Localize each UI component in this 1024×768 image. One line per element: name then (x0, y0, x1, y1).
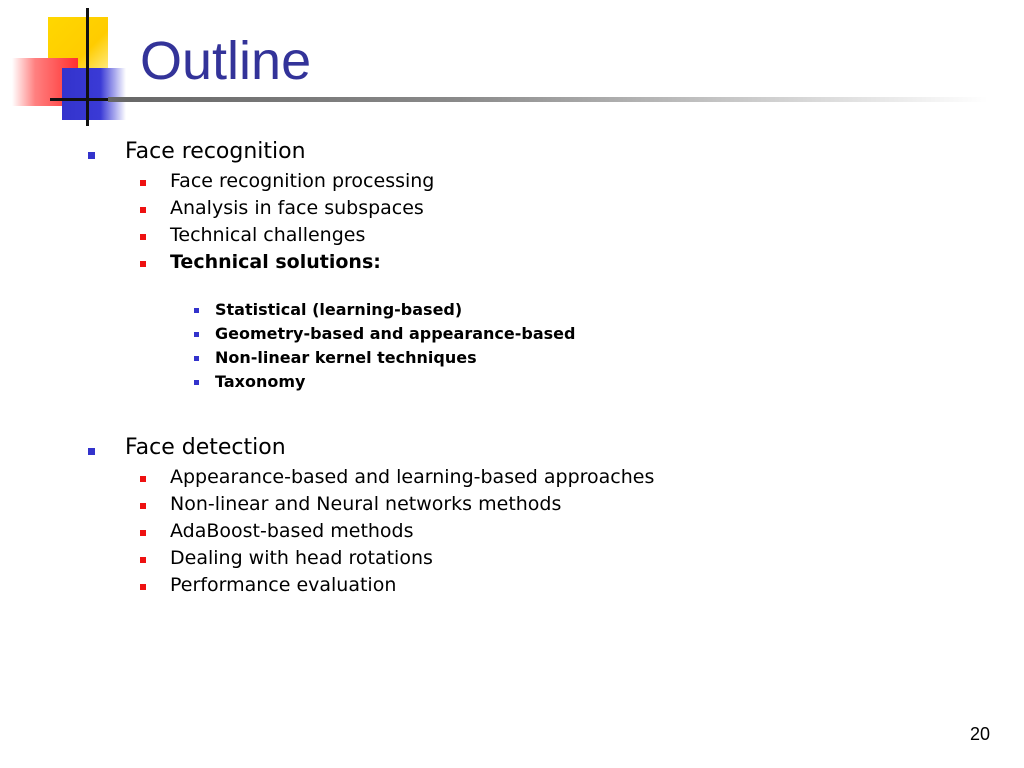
level3-bullet (194, 308, 199, 313)
section-heading-face-recognition: Face recognition (125, 139, 306, 164)
level2-bullet (140, 234, 146, 240)
sub-list-item: Statistical (learning-based) (215, 300, 463, 319)
page-number: 20 (969, 724, 990, 744)
sub-list-item: Taxonomy (215, 372, 306, 391)
list-item: Analysis in face subspaces (170, 197, 424, 219)
list-item: Face recognition processing (170, 170, 435, 192)
level2-bullet (140, 476, 146, 482)
level2-bullet (140, 503, 146, 509)
list-item: Performance evaluation (170, 574, 397, 596)
level2-bullet (140, 530, 146, 536)
level2-bullet (140, 207, 146, 213)
level2-bullet (140, 584, 146, 590)
list-item: Non-linear and Neural networks methods (170, 493, 562, 515)
sub-list-item: Geometry-based and appearance-based (215, 324, 576, 343)
level3-bullet (194, 356, 199, 361)
list-item: Appearance-based and learning-based approaches (170, 466, 655, 488)
list-item-bold: Technical solutions: (170, 251, 381, 273)
list-item: Technical challenges (170, 224, 366, 246)
level1-bullet (88, 152, 95, 159)
level2-bullet (140, 557, 146, 563)
list-item: AdaBoost-based methods (170, 520, 414, 542)
sub-list-item: Non-linear kernel techniques (215, 348, 477, 367)
list-item: Dealing with head rotations (170, 547, 433, 569)
level1-bullet (88, 448, 95, 455)
level3-bullet (194, 332, 199, 337)
level3-bullet (194, 380, 199, 385)
level2-bullet (140, 261, 146, 267)
section-heading-face-detection: Face detection (125, 435, 286, 460)
slide-title: Outline (140, 31, 312, 91)
level2-bullet (140, 180, 146, 186)
